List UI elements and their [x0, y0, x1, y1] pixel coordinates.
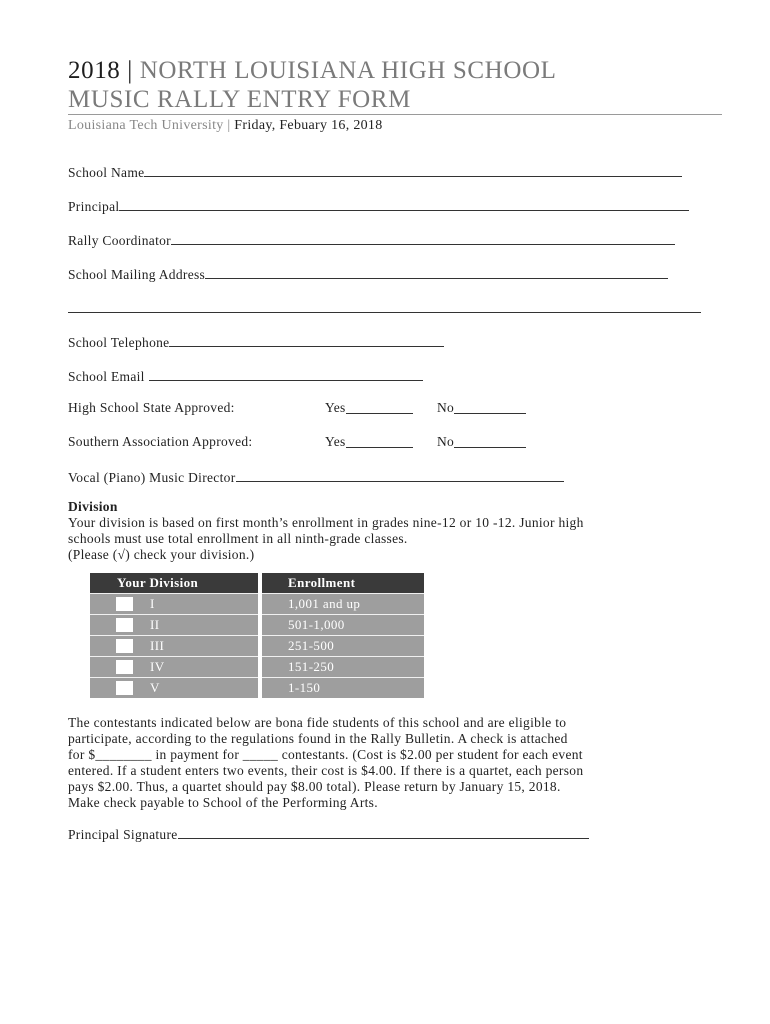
title-line-2: MUSIC RALLY ENTRY FORM — [68, 86, 411, 113]
university-name: Louisiana Tech University — [68, 118, 224, 133]
division-checkbox[interactable] — [116, 681, 133, 695]
contestants-line: pays $2.00. Thus, a quartet should pay $8.00 total). Please return by January 15, 2018. — [68, 779, 561, 794]
music-director-row — [68, 468, 564, 486]
contestants-line: Make check payable to School of the Performing Arts. — [68, 795, 378, 810]
state-approved-no[interactable] — [437, 400, 526, 416]
enrollment-range: 151-250 — [288, 659, 335, 674]
division-text-line: (Please (√) check your division.) — [68, 547, 255, 562]
contestants-paragraph — [68, 715, 728, 811]
email-input[interactable] — [149, 367, 423, 381]
state-approved-label: High School State Approved: — [68, 400, 235, 415]
table-row — [90, 656, 424, 677]
principal-signature-input[interactable] — [178, 825, 589, 839]
contestants-line: entered. If a student enters two events, their cost is $4.00. If there is a quartet, each person — [68, 763, 584, 778]
southern-approved-label: Southern Association Approved: — [68, 434, 253, 449]
contestants-line: The contestants indicated below are bona fide students of this school and are eligible to — [68, 715, 567, 730]
division-text-line: Your division is based on first month’s enrollment in grades nine-12 or 10 -12. Junior high — [68, 515, 584, 530]
table-row — [90, 593, 424, 614]
email-row — [68, 367, 423, 385]
state-approved-yes[interactable] — [325, 400, 437, 416]
rally-coordinator-input[interactable] — [171, 231, 675, 245]
division-numeral: II — [150, 617, 160, 632]
division-numeral: I — [150, 596, 155, 611]
southern-approved-yes[interactable] — [325, 434, 437, 450]
mailing-address-input-2[interactable] — [68, 299, 701, 313]
enrollment-range: 1,001 and up — [288, 596, 361, 611]
yes-label: Yes — [325, 434, 346, 449]
title-year: 2018 — [68, 57, 121, 84]
mailing-address-row-2 — [68, 299, 701, 313]
email-label: School Email — [68, 369, 145, 384]
division-checkbox[interactable] — [116, 618, 133, 632]
enrollment-range: 501-1,000 — [288, 617, 345, 632]
enrollment-range: 1-150 — [288, 680, 321, 695]
no-input[interactable] — [454, 400, 526, 414]
yes-input[interactable] — [346, 434, 413, 448]
yes-label: Yes — [325, 400, 346, 415]
header-enrollment: Enrollment — [262, 573, 424, 593]
table-row — [90, 635, 424, 656]
form-title — [68, 56, 708, 114]
music-director-label: Vocal (Piano) Music Director — [68, 470, 236, 485]
school-name-label: School Name — [68, 165, 145, 180]
division-instructions — [68, 515, 728, 563]
division-numeral: V — [150, 680, 160, 695]
music-director-input[interactable] — [236, 468, 564, 482]
mailing-address-label: School Mailing Address — [68, 267, 206, 282]
contestants-line: participate, according to the regulations found in the Rally Bulletin. A check is attached — [68, 731, 568, 746]
division-heading: Division — [68, 499, 118, 514]
yes-input[interactable] — [346, 400, 413, 414]
title-separator: | — [127, 57, 133, 84]
principal-input[interactable] — [119, 197, 689, 211]
enrollment-range: 251-500 — [288, 638, 335, 653]
event-date: Friday, Febuary 16, 2018 — [234, 118, 383, 133]
principal-signature-label: Principal Signature — [68, 827, 178, 842]
division-numeral: III — [150, 638, 165, 653]
division-text-line: schools must use total enrollment in all ninth-grade classes. — [68, 531, 408, 546]
no-label: No — [437, 434, 455, 449]
table-row — [90, 614, 424, 635]
school-name-input[interactable] — [144, 163, 682, 177]
mailing-address-row — [68, 265, 668, 283]
contestants-line: for $________ in payment for _____ contestants. (Cost is $2.00 per student for each event — [68, 747, 583, 762]
telephone-label: School Telephone — [68, 335, 170, 350]
event-subtitle — [68, 118, 383, 134]
rally-coordinator-row — [68, 231, 675, 249]
division-checkbox[interactable] — [116, 639, 133, 653]
principal-label: Principal — [68, 199, 120, 214]
southern-approved-no[interactable] — [437, 434, 526, 450]
title-divider — [68, 114, 722, 115]
southern-approved-row — [68, 434, 526, 450]
division-checkbox[interactable] — [116, 660, 133, 674]
principal-signature-row — [68, 825, 589, 843]
principal-row — [68, 197, 689, 215]
header-your-division: Your Division — [90, 573, 258, 593]
subtitle-separator: | — [227, 118, 231, 133]
no-input[interactable] — [454, 434, 526, 448]
division-numeral: IV — [150, 659, 165, 674]
state-approved-row — [68, 400, 526, 416]
division-checkbox[interactable] — [116, 597, 133, 611]
mailing-address-input[interactable] — [205, 265, 668, 279]
rally-coordinator-label: Rally Coordinator — [68, 233, 171, 248]
division-table-header — [90, 573, 424, 593]
telephone-row — [68, 333, 444, 351]
division-table — [90, 573, 424, 698]
school-name-row — [68, 163, 682, 181]
no-label: No — [437, 400, 455, 415]
telephone-input[interactable] — [169, 333, 444, 347]
title-line-1: NORTH LOUISIANA HIGH SCHOOL — [139, 57, 557, 84]
table-row — [90, 677, 424, 698]
